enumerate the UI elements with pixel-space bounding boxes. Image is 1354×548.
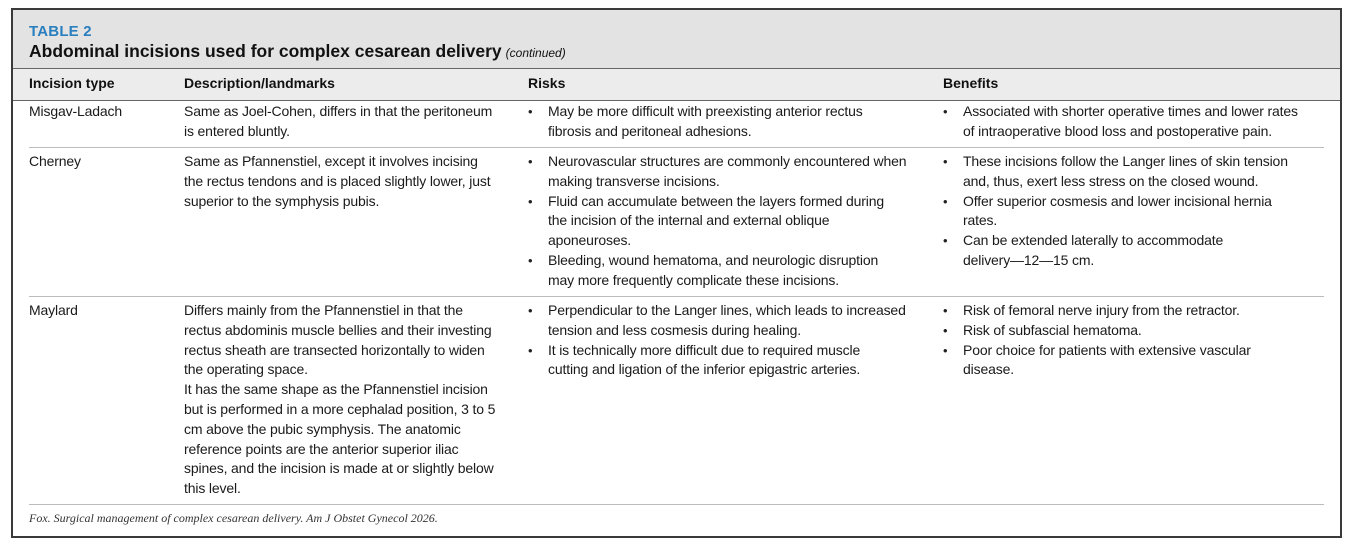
benefit-item: • Offer superior cosmesis and lower incisional hernia rates. bbox=[943, 192, 1333, 232]
benefits-cell bbox=[943, 301, 1333, 380]
incision-type-cell: Cherney bbox=[29, 153, 81, 169]
description-cell: Differs mainly from the Pfannenstiel in that the rectus abdominis muscle bellies and their investing rectus sheath are transected horizontally to widen the operating space. It has the same shape as the Pfannenstiel incision but is performed in a more cephalad position, 3 to 5 cm above the pubic symphysis. The anatomic reference points are the anterior superior iliac spines, and the incision is made at or slightly below this level. bbox=[184, 302, 496, 497]
benefits-list bbox=[943, 301, 1333, 380]
row-divider bbox=[29, 147, 1324, 148]
footer-divider bbox=[29, 504, 1324, 505]
risk-item: • Perpendicular to the Langer lines, which leads to increased tension and less cosmesis during healing. bbox=[528, 301, 938, 341]
benefits-list bbox=[943, 152, 1333, 271]
description-cell: Same as Pfannenstiel, except it involves incising the rectus tendons and is placed slightly lower, just superior to the symphysis pubis. bbox=[184, 153, 491, 209]
column-header-benefits: Benefits bbox=[943, 75, 999, 91]
benefit-item: • Associated with shorter operative times and lower rates of intraoperative blood loss and postoperative pain. bbox=[943, 102, 1333, 142]
risk-item: • Bleeding, wound hematoma, and neurologic disruption may more frequently complicate these incisions. bbox=[528, 251, 938, 291]
incision-type-cell: Misgav-Ladach bbox=[29, 103, 122, 119]
column-header-incision-type: Incision type bbox=[29, 75, 115, 91]
table-frame bbox=[11, 8, 1342, 538]
benefits-cell bbox=[943, 152, 1333, 271]
risk-item: • Fluid can accumulate between the layers formed during the incision of the internal and external oblique aponeuroses. bbox=[528, 192, 938, 251]
benefit-item: • Risk of femoral nerve injury from the retractor. bbox=[943, 301, 1333, 321]
table-title bbox=[29, 41, 566, 62]
benefits-cell bbox=[943, 102, 1333, 142]
table-title-text: Abdominal incisions used for complex cesarean delivery bbox=[29, 41, 502, 61]
risks-cell bbox=[528, 301, 938, 380]
benefits-list bbox=[943, 102, 1333, 142]
risk-item: • May be more difficult with preexisting anterior rectus fibrosis and peritoneal adhesions. bbox=[528, 102, 938, 142]
risk-item: • It is technically more difficult due to required muscle cutting and ligation of the inferior epigastric arteries. bbox=[528, 341, 938, 381]
risk-item: • Neurovascular structures are commonly encountered when making transverse incisions. bbox=[528, 152, 938, 192]
column-header-risks: Risks bbox=[528, 75, 566, 91]
citation: Fox. Surgical management of complex cesarean delivery. Am J Obstet Gynecol 2026. bbox=[29, 511, 438, 525]
benefit-item: • Can be extended laterally to accommodate delivery—12—15 cm. bbox=[943, 231, 1333, 271]
description-cell: Same as Joel-Cohen, differs in that the peritoneum is entered bluntly. bbox=[184, 103, 493, 139]
row-divider bbox=[29, 296, 1324, 297]
incision-type-cell: Maylard bbox=[29, 302, 78, 318]
column-header-description: Description/landmarks bbox=[184, 75, 335, 91]
benefit-item: • These incisions follow the Langer lines of skin tension and, thus, exert less stress on the closed wound. bbox=[943, 152, 1333, 192]
risks-list bbox=[528, 152, 938, 291]
table-label: TABLE 2 bbox=[29, 23, 92, 40]
risks-cell bbox=[528, 102, 938, 142]
risks-cell bbox=[528, 152, 938, 291]
risks-list bbox=[528, 102, 938, 142]
benefit-item: • Risk of subfascial hematoma. bbox=[943, 321, 1333, 341]
risks-list bbox=[528, 301, 938, 380]
benefit-item: • Poor choice for patients with extensive vascular disease. bbox=[943, 341, 1333, 381]
table-continued-note: (continued) bbox=[505, 46, 566, 60]
